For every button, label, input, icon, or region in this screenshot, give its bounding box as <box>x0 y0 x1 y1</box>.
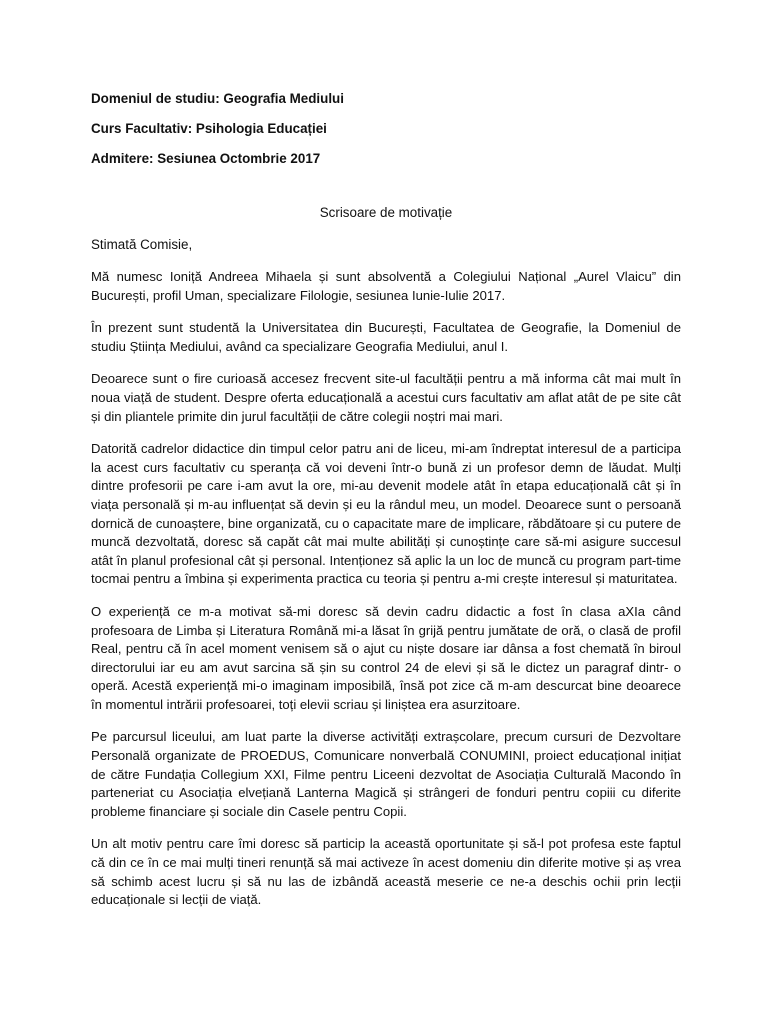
admission-session-line: Admitere: Sesiunea Octombrie 2017 <box>91 151 321 166</box>
paragraph-another-motive: Un alt motiv pentru care îmi doresc să particip la această oportunitate și să-l pot profesa este faptul că din ce în ce mai mulți tineri renunță să mai activeze în acest domeniu din diferite motive și aș vrea să schimb acest lucru și să nu las de izbândă această meserie ce ne-a deschis ochii prin lecții educaționale si lecții de viață. <box>91 836 681 908</box>
optional-course-line: Curs Facultativ: Psihologia Educației <box>91 121 327 136</box>
paragraph-introduction: Mă numesc Ioniță Andreea Mihaela și sunt absolventă a Colegiului Național „Aurel Vlaicu” din București, profil Uman, specializare Filologie, sesiunea Iunie-Iulie 2017. <box>91 269 681 303</box>
paragraph-extracurricular: Pe parcursul liceului, am luat parte la diverse activități extrașcolare, precum cursuri de Dezvoltare Personală organizate de PROEDUS, Comunicare nonverbală CONUMINI, proiect educațional inițiat de către Fundația Collegium XXI, Filme pentru Liceeni dezvoltat de Asociația Culturală Macondo în parteneriat cu Asociația elvețiană Lanterna Magică și strângeri de fonduri pentru copiii cu diferite probleme financiare și sociale din Casele pentru Copii. <box>91 729 681 819</box>
paragraph-experience: O experiență ce m-a motivat să-mi doresc să devin cadru didactic a fost în clasa aXIa când profesoara de Limba și Literatura Română mi-a lăsat în grijă pentru jumătate de oră, o clasă de profil Real, pentru că în acel moment venisem să o ajut cu niște dosare iar dânsa a fost chemată în biroul directorului iar eu am avut sarcina să șin su control 24 de elevi și să le dictez un paragraf dintr- o operă. Acestă experiență mi-o imaginam imposibilă, însă pot zice că m-am descurcat bine deoarece în momentul intrării profesoarei, toți elevii scriau și liniștea era asurzitoare. <box>91 603 681 712</box>
paragraph-current-studies: În prezent sunt studentă la Universitatea din București, Facultatea de Geografie, la Domeniul de studiu Știința Mediului, având ca specializare Geografia Mediului, anul I. <box>91 320 681 354</box>
letter-title: Scrisoare de motivație <box>319 205 453 220</box>
paragraph-teacher-models: Datorită cadrelor didactice din timpul celor patru ani de liceu, mi-am îndreptat interesul de a participa la acest curs facultativ cu speranța că voi deveni într-o bună zi un profesor demn de lăudat. Mulți dintre profesorii pe care i-am avut la ore, mi-au devenit modele atât în etapa educațională cât și în viața personală și m-au influențat să devin și eu la rândul meu, un model. Deoarece sunt o persoană dornică de cunoaștere, bine organizată, cu o capacitate mare de implicare, răbdătoare și cu putere de muncă dezvoltată, doresc să capăt cât mai multe abilități și cunoștințe care să-mi asigure succesul atât în planul profesional cât și personal. Intenționez să aplic la un loc de muncă cu program part-time tocmai pentru a îmbina și experimenta practica cu teoria și pentru a-mi crește interesul și maturitatea. <box>91 441 681 587</box>
study-domain-line: Domeniul de studiu: Geografia Mediului <box>91 91 344 106</box>
letter-greeting: Stimată Comisie, <box>91 237 193 252</box>
paragraph-curiosity: Deoarece sunt o fire curioasă accesez frecvent site-ul facultății pentru a mă informa cât mai mult în noua viață de student. Despre oferta educațională a acestui curs facultativ am aflat atât de pe site cât și din pliantele primite din jurul facultății de către colegii noștri mai mari. <box>91 371 681 424</box>
